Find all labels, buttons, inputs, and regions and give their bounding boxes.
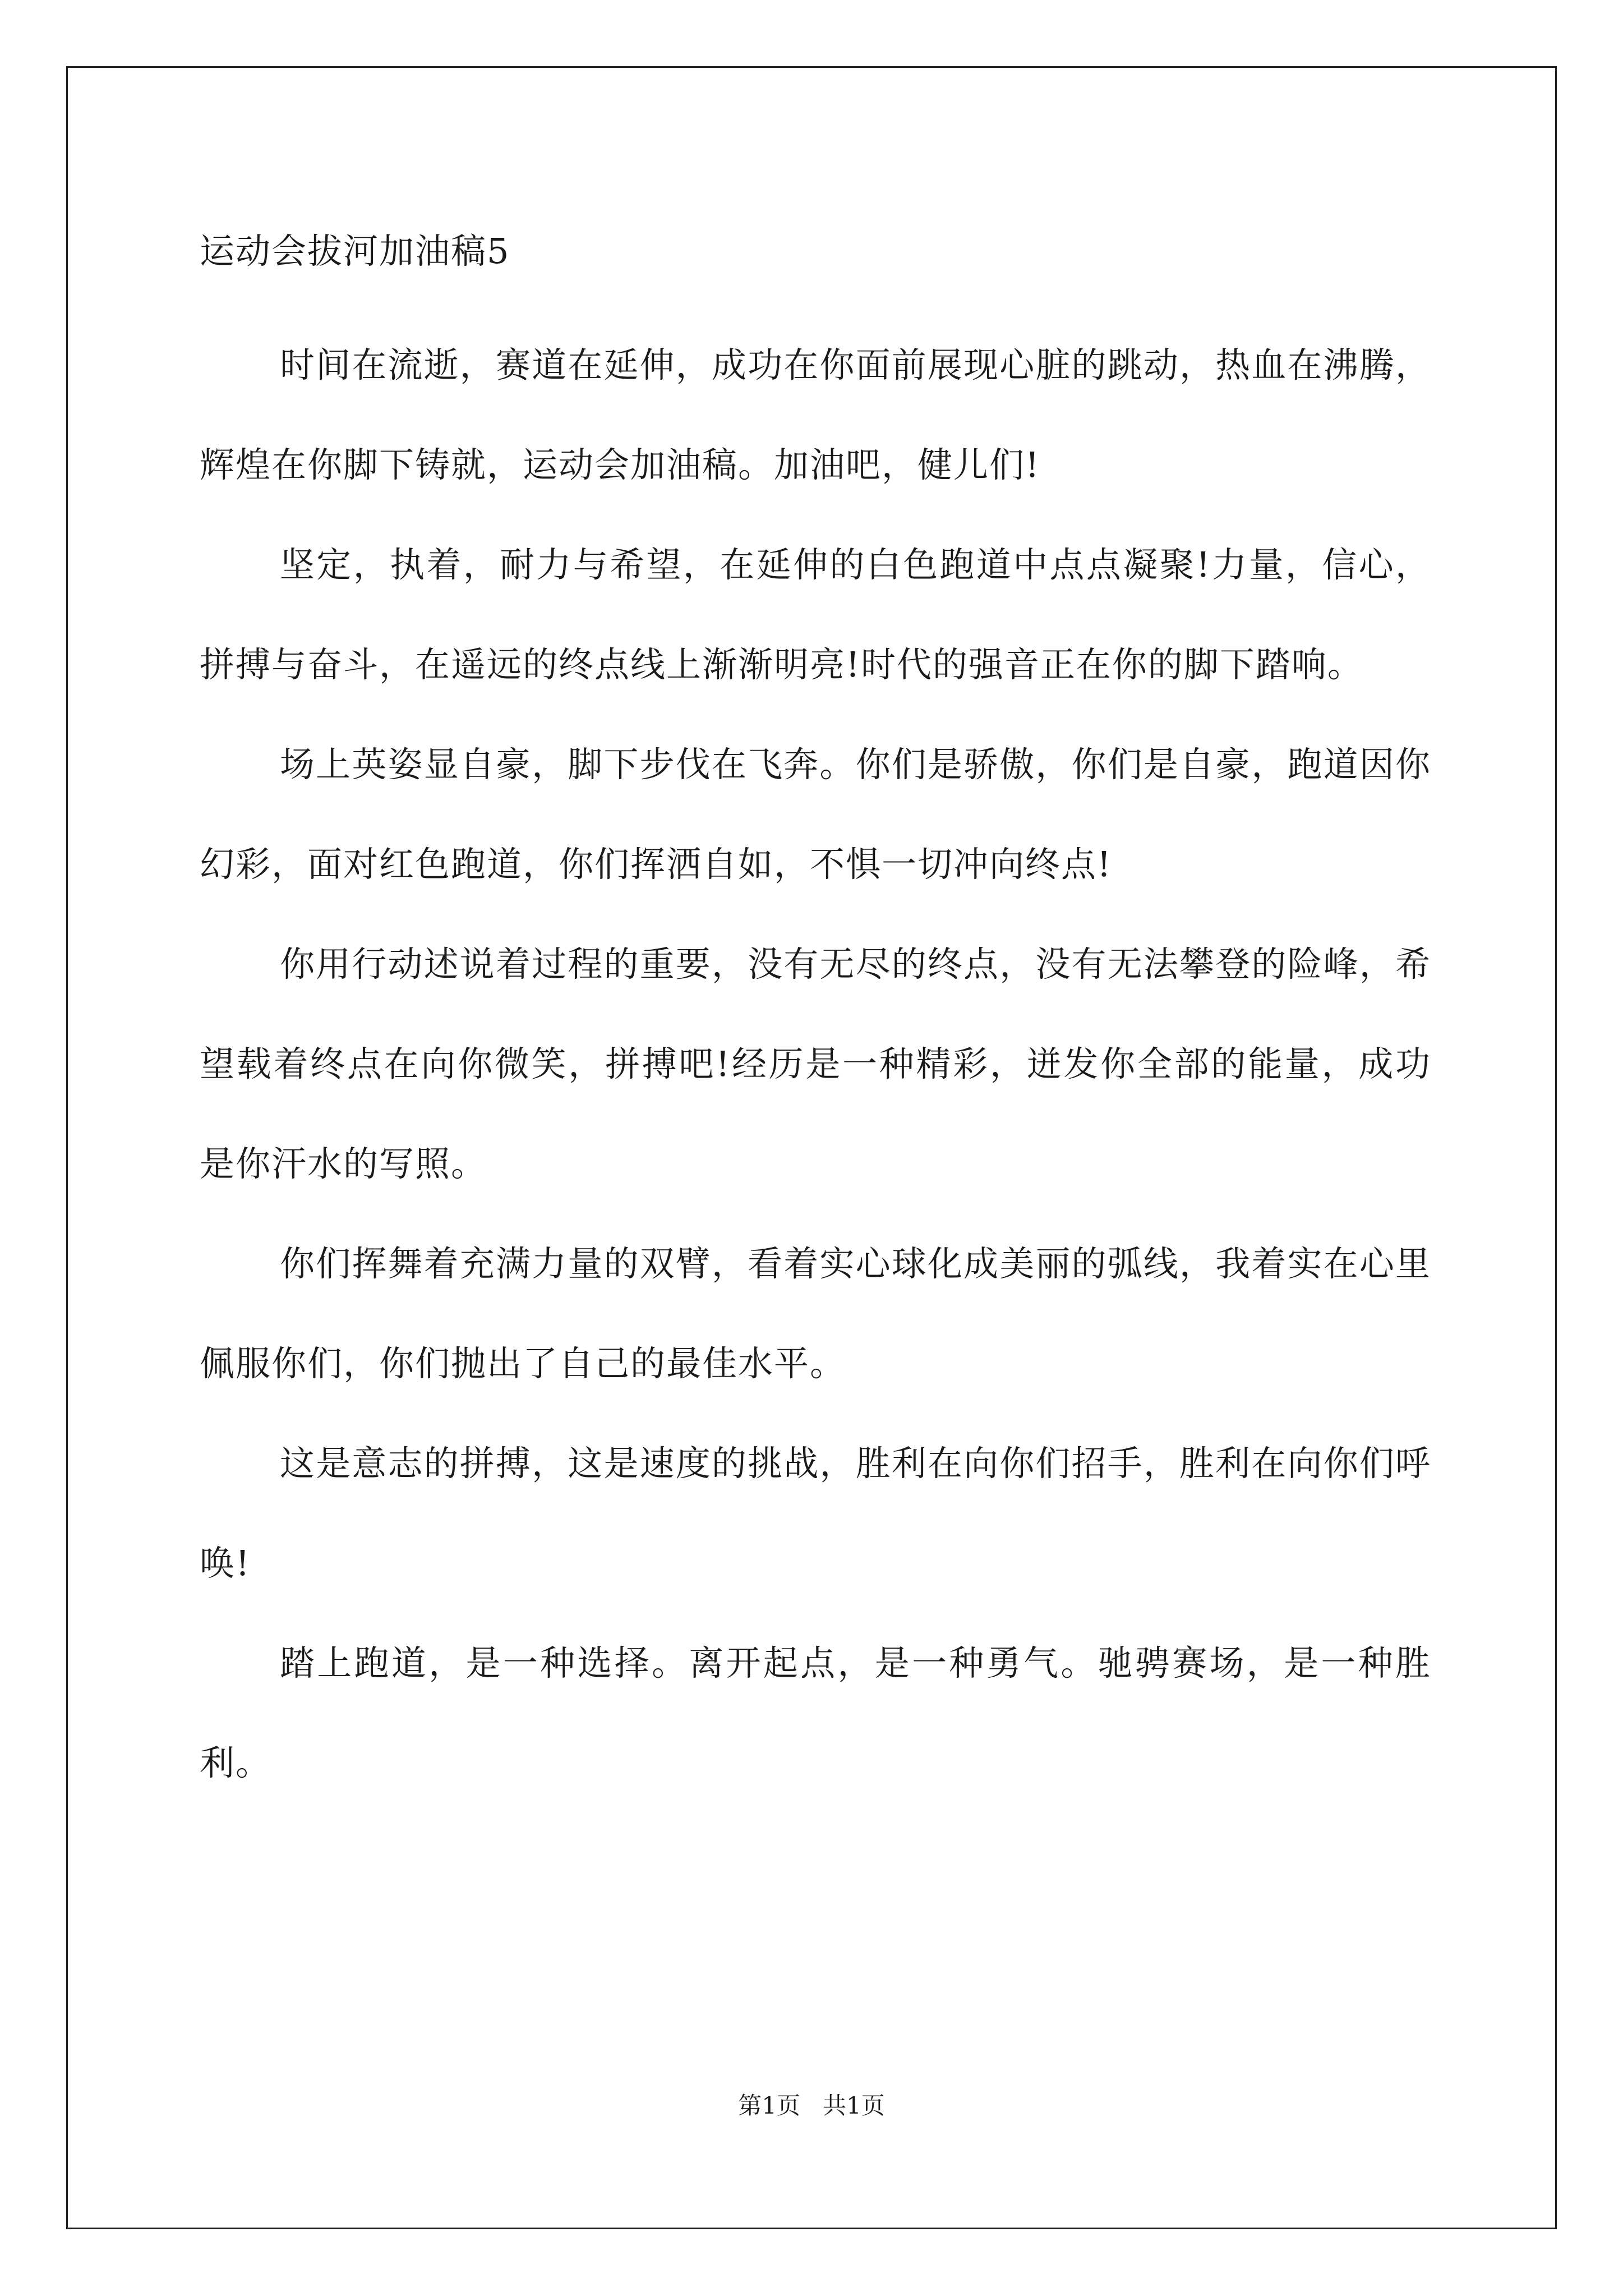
paragraph-7: 踏上跑道，是一种选择。离开起点，是一种勇气。驰骋赛场，是一种胜利。 [200, 1642, 1431, 1783]
document-body [200, 315, 1431, 1813]
paragraph-4: 你用行动述说着过程的重要，没有无尽的终点，没有无法攀登的险峰，希望载着终点在向你微笑，拼搏吧!经历是一种精彩，迸发你全部的能量，成功是你汗水的写照。 [200, 944, 1431, 1184]
paragraph-5: 你们挥舞着充满力量的双臂，看着实心球化成美丽的弧线，我着实在心里佩服你们，你们抛出了自己的最佳水平。 [200, 1243, 1431, 1384]
paragraph-3: 场上英姿显自豪，脚下步伐在飞奔。你们是骄傲，你们是自豪，跑道因你幻彩，面对红色跑道，你们挥洒自如，不惧一切冲向终点! [200, 744, 1431, 885]
paragraph-1: 时间在流逝，赛道在延伸，成功在你面前展现心脏的跳动，热血在沸腾，辉煌在你脚下铸就，运动会加油稿。加油吧，健儿们! [200, 344, 1431, 485]
paragraph-2: 坚定，执着，耐力与希望，在延伸的白色跑道中点点凝聚!力量，信心，拼搏与奋斗，在遥远的终点线上渐渐明亮!时代的强音正在你的脚下踏响。 [200, 544, 1431, 685]
paragraph-6: 这是意志的拼搏，这是速度的挑战，胜利在向你们招手，胜利在向你们呼唤! [200, 1443, 1431, 1584]
page-footer: 第1页 共1页 [738, 2092, 885, 2119]
document-title: 运动会拔河加油稿5 [200, 231, 510, 272]
